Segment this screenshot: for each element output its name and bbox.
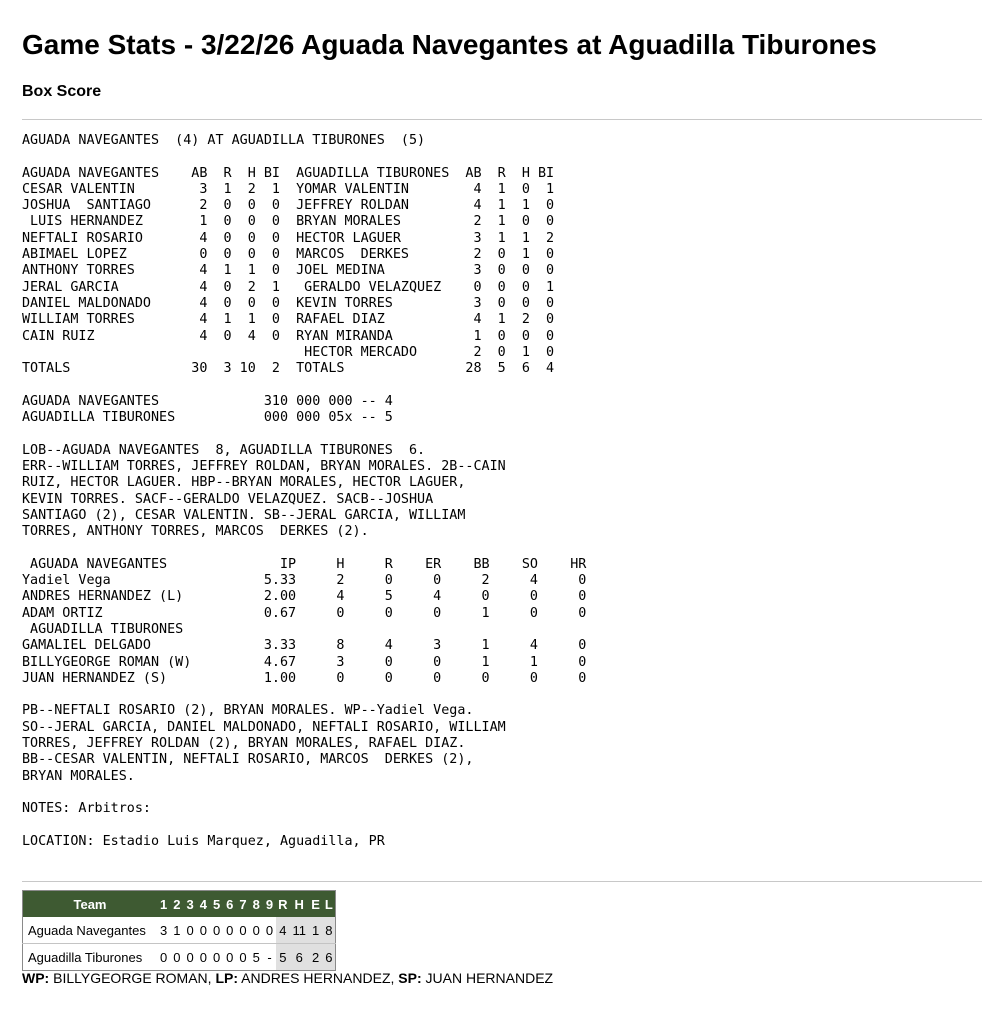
line-score-header-row [23,891,336,918]
header-inning-8: 8 [250,891,263,918]
line-score-row-home [23,944,336,971]
inning-score: 3 [160,922,168,938]
winning-pitcher: BILLYGEORGE ROMAN, [53,970,212,986]
total-hits: 6 [290,944,310,971]
save-pitcher: JUAN HERNANDEZ [425,970,554,986]
inning-score: 0 [170,944,183,971]
inning-score: 0 [252,922,260,938]
team-name: Aguadilla Tiburones [23,944,158,971]
header-hits: H [290,891,310,918]
total-runs: 5 [276,944,289,971]
total-lob: 6 [322,944,336,971]
pitcher-decisions [22,969,553,987]
divider [22,119,982,120]
inning-score: 0 [186,922,194,938]
header-inning-9: 9 [263,891,276,918]
team-name: Aguada Navegantes [28,922,146,938]
inning-score: 0 [157,944,170,971]
inning-score: - [263,944,276,971]
inning-score: 0 [197,944,210,971]
total-lob: 8 [322,917,336,944]
inning-score: 0 [223,944,236,971]
total-errors: 2 [309,944,322,971]
inning-score: 0 [212,922,221,938]
inning-score: 5 [250,944,263,971]
inning-score: 0 [236,944,249,971]
header-inning-2: 2 [170,891,183,918]
total-errors: 1 [309,917,322,944]
inning-score: 1 [173,922,181,938]
section-title: Box Score [22,83,102,100]
divider [22,881,982,882]
header-inning-3: 3 [183,891,196,918]
inning-score: 0 [183,944,196,971]
header-lob: L [322,891,336,918]
inning-score: 0 [199,922,207,938]
losing-pitcher: ANDRES HERNANDEZ, [241,970,395,986]
inning-score: 0 [210,944,223,971]
line-score-table [22,890,336,971]
wp-label: WP: [22,970,50,986]
header-inning-5: 5 [210,891,223,918]
header-errors: E [309,891,322,918]
header-inning-4: 4 [197,891,210,918]
inning-score: 0 [265,922,274,938]
header-team: Team [23,891,158,918]
inning-score: 0 [239,922,247,938]
header-runs: R [276,891,289,918]
sp-label: SP: [398,970,422,986]
page-title: Game Stats - 3/22/26 Aguada Navegantes at Aguadilla Tiburones [22,29,877,60]
header-inning-1: 1 [157,891,170,918]
total-runs: 4 [276,917,289,944]
inning-score: 0 [226,922,234,938]
box-score-text: AGUADA NAVEGANTES (4) AT AGUADILLA TIBURONES (5) AGUADA NAVEGANTES AB R H BI AGUADILLA TIBURONES AB R H BI CESAR VALENTIN 3 1 2 1 YOMAR VALENTIN 4 1 0 1 JOSHUA SANTIAGO 2 0 0 0 JEFFREY ROLDAN 4 1 1 0 LUIS HERNANDEZ 1 0 0 0 BRYAN MORALES 2 1 0 0 NEFTALI ROSARIO 4 0 0 0 HECTOR LAGUER 3 1 1 2 ABIMAEL LOPEZ 0 0 0 0 MARCOS DERKES 2 0 1 0 ANTHONY TORRES 4 1 1 0 JOEL MEDINA 3 0 0 0 JERAL GARCIA 4 0 2 1 GERALDO VELAZQUEZ 0 0 0 1 DANIEL MALDONADO 4 0 0 0 KEVIN TORRES 3 0 0 0 WILLIAM TORRES 4 1 1 0 RAFAEL DIAZ 4 1 2 0 CAIN RUIZ 4 0 4 0 RYAN MIRANDA 1 0 0 0 HECTOR MERCADO 2 0 1 0 TOTALS 30 3 10 2 TOTALS 28 5 6 4 AGUADA NAVEGANTES 310 000 000 -- 4 AGUADILLA TIBURONES 000 000 05x -- 5 LOB--AGUADA NAVEGANTES 8, AGUADILLA TIBURONES 6. ERR--WILLIAM TORRES, JEFFREY ROLDAN, BRYAN MORALES. 2B--CAIN RUIZ, HECTOR LAGUER. HBP--BRYAN MORALES, HECTOR LAGUER, KEVIN TORRES. SACF--GERALDO VELAZQUEZ. SACB--JOSHUA SANTIAGO (2), CESAR VALENTIN. SB--JERAL GARCIA, WILLIAM TORRES, ANTHONY TORRES, MARCOS DERKES (2). AGUADA NAVEGANTES IP H R ER BB SO HR Yadiel Vega 5.33 2 0 0 2 4 0 ANDRES HERNANDEZ (L) 2.00 4 5 4 0 0 0 ADAM ORTIZ 0.67 0 0 0 1 0 0 AGUADILLA TIBURONES GAMALIEL DELGADO 3.33 8 4 3 1 4 0 BILLYGEORGE ROMAN (W) 4.67 3 0 0 1 1 0 JUAN HERNANDEZ (S) 1.00 0 0 0 0 0 0 PB--NEFTALI ROSARIO (2), BRYAN MORALES. WP--Yadiel Vega. SO--JERAL GARCIA, DANIEL MALDONADO, NEFTALI ROSARIO, WILLIAM TORRES, JEFFREY ROLDAN (2), BRYAN MORALES, RAFAEL DIAZ. BB--CESAR VALENTIN, NEFTALI ROSARIO, MARCOS DERKES (2), BRYAN MORALES. NOTES: Arbitros: LOCATION: Estadio Luis Marquez, Aguadilla, PR [22,133,587,849]
total-hits: 11 [290,917,310,944]
header-inning-7: 7 [236,891,249,918]
header-inning-6: 6 [223,891,236,918]
line-score-row-away [23,917,336,944]
lp-label: LP: [215,970,239,986]
